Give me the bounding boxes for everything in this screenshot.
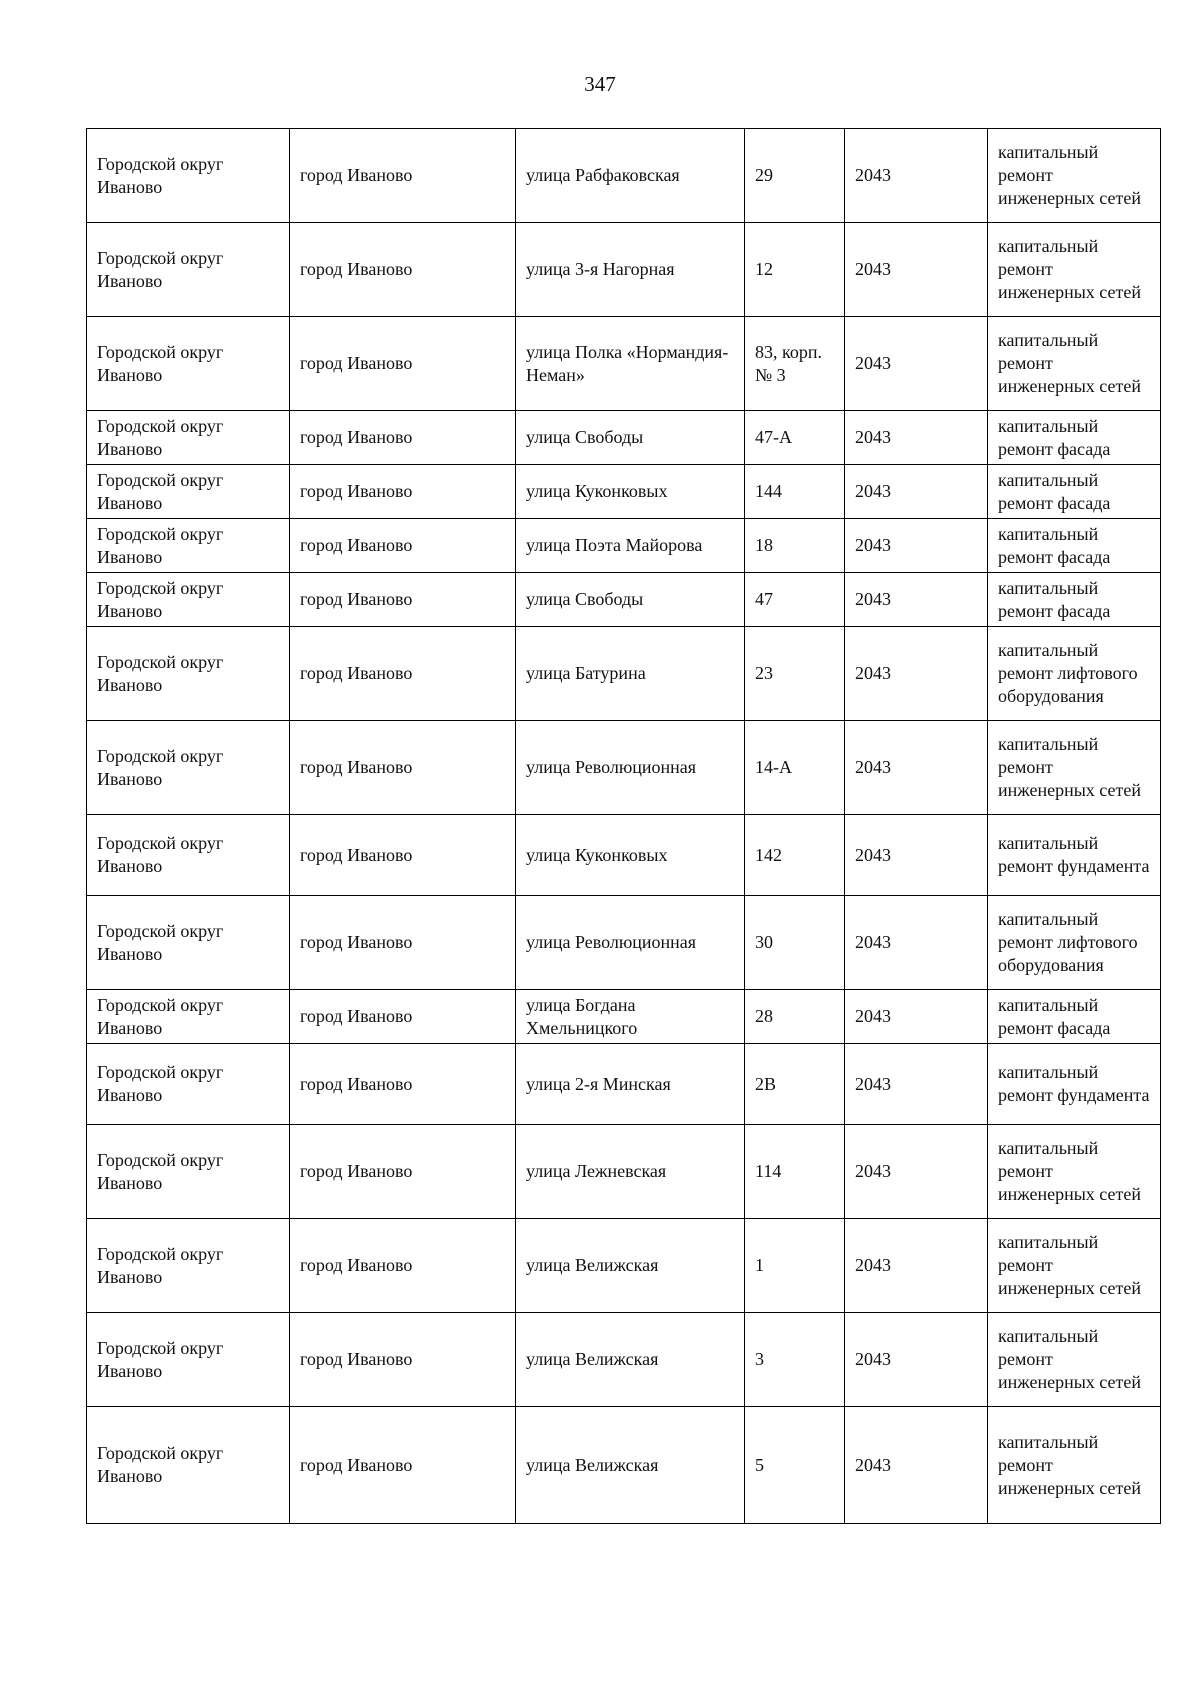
work-cell: капитальный ремонт фасада xyxy=(988,465,1161,519)
year-cell: 2043 xyxy=(845,1125,988,1219)
house-cell: 2В xyxy=(745,1044,845,1125)
street-cell: улица Богдана Хмельницкого xyxy=(516,990,745,1044)
house-cell: 23 xyxy=(745,627,845,721)
house-cell: 3 xyxy=(745,1313,845,1407)
district-cell: Городской округ Иваново xyxy=(87,1313,290,1407)
work-cell: капитальный ремонт инженерных сетей xyxy=(988,1407,1161,1524)
table-row xyxy=(87,1313,1161,1407)
work-cell: капитальный ремонт лифтового оборудования xyxy=(988,627,1161,721)
table-row xyxy=(87,129,1161,223)
district-cell: Городской округ Иваново xyxy=(87,573,290,627)
year-cell: 2043 xyxy=(845,896,988,990)
table-row xyxy=(87,317,1161,411)
street-cell: улица Рабфаковская xyxy=(516,129,745,223)
district-cell: Городской округ Иваново xyxy=(87,519,290,573)
street-cell: улица Свободы xyxy=(516,573,745,627)
repair-schedule-table xyxy=(86,128,1161,1524)
street-cell: улица Лежневская xyxy=(516,1125,745,1219)
street-cell: улица Революционная xyxy=(516,896,745,990)
work-cell: капитальный ремонт фасада xyxy=(988,411,1161,465)
work-cell: капитальный ремонт фасада xyxy=(988,573,1161,627)
work-cell: капитальный ремонт фасада xyxy=(988,990,1161,1044)
work-cell: капитальный ремонт лифтового оборудования xyxy=(988,896,1161,990)
year-cell: 2043 xyxy=(845,465,988,519)
city-cell: город Иваново xyxy=(290,1313,516,1407)
city-cell: город Иваново xyxy=(290,129,516,223)
year-cell: 2043 xyxy=(845,627,988,721)
house-cell: 144 xyxy=(745,465,845,519)
house-cell: 30 xyxy=(745,896,845,990)
district-cell: Городской округ Иваново xyxy=(87,465,290,519)
district-cell: Городской округ Иваново xyxy=(87,627,290,721)
table-row xyxy=(87,519,1161,573)
district-cell: Городской округ Иваново xyxy=(87,990,290,1044)
table-row xyxy=(87,990,1161,1044)
street-cell: улица Велижская xyxy=(516,1219,745,1313)
work-cell: капитальный ремонт инженерных сетей xyxy=(988,721,1161,815)
street-cell: улица Свободы xyxy=(516,411,745,465)
work-cell: капитальный ремонт фундамента xyxy=(988,1044,1161,1125)
year-cell: 2043 xyxy=(845,129,988,223)
year-cell: 2043 xyxy=(845,317,988,411)
house-cell: 47 xyxy=(745,573,845,627)
table-row xyxy=(87,1125,1161,1219)
house-cell: 14-А xyxy=(745,721,845,815)
work-cell: капитальный ремонт инженерных сетей xyxy=(988,1125,1161,1219)
year-cell: 2043 xyxy=(845,990,988,1044)
city-cell: город Иваново xyxy=(290,411,516,465)
page-number: 347 xyxy=(584,72,616,96)
work-cell: капитальный ремонт фундамента xyxy=(988,815,1161,896)
house-cell: 114 xyxy=(745,1125,845,1219)
table-row xyxy=(87,1219,1161,1313)
district-cell: Городской округ Иваново xyxy=(87,411,290,465)
year-cell: 2043 xyxy=(845,223,988,317)
street-cell: улица 3-я Нагорная xyxy=(516,223,745,317)
city-cell: город Иваново xyxy=(290,1125,516,1219)
city-cell: город Иваново xyxy=(290,1407,516,1524)
street-cell: улица Батурина xyxy=(516,627,745,721)
year-cell: 2043 xyxy=(845,1407,988,1524)
year-cell: 2043 xyxy=(845,1044,988,1125)
year-cell: 2043 xyxy=(845,1313,988,1407)
table-row xyxy=(87,627,1161,721)
work-cell: капитальный ремонт инженерных сетей xyxy=(988,129,1161,223)
year-cell: 2043 xyxy=(845,573,988,627)
district-cell: Городской округ Иваново xyxy=(87,721,290,815)
house-cell: 83, корп. № 3 xyxy=(745,317,845,411)
table-row xyxy=(87,1044,1161,1125)
year-cell: 2043 xyxy=(845,815,988,896)
street-cell: улица Велижская xyxy=(516,1407,745,1524)
district-cell: Городской округ Иваново xyxy=(87,815,290,896)
house-cell: 12 xyxy=(745,223,845,317)
city-cell: город Иваново xyxy=(290,317,516,411)
year-cell: 2043 xyxy=(845,721,988,815)
table-row xyxy=(87,465,1161,519)
street-cell: улица Велижская xyxy=(516,1313,745,1407)
work-cell: капитальный ремонт инженерных сетей xyxy=(988,223,1161,317)
city-cell: город Иваново xyxy=(290,519,516,573)
city-cell: город Иваново xyxy=(290,465,516,519)
district-cell: Городской округ Иваново xyxy=(87,896,290,990)
house-cell: 5 xyxy=(745,1407,845,1524)
work-cell: капитальный ремонт инженерных сетей xyxy=(988,1219,1161,1313)
year-cell: 2043 xyxy=(845,519,988,573)
table-row xyxy=(87,573,1161,627)
house-cell: 47-А xyxy=(745,411,845,465)
year-cell: 2043 xyxy=(845,1219,988,1313)
district-cell: Городской округ Иваново xyxy=(87,1125,290,1219)
table-row xyxy=(87,815,1161,896)
table-row xyxy=(87,896,1161,990)
house-cell: 1 xyxy=(745,1219,845,1313)
city-cell: город Иваново xyxy=(290,223,516,317)
city-cell: город Иваново xyxy=(290,896,516,990)
city-cell: город Иваново xyxy=(290,573,516,627)
street-cell: улица Куконковых xyxy=(516,465,745,519)
district-cell: Городской округ Иваново xyxy=(87,1044,290,1125)
table-row xyxy=(87,1407,1161,1524)
district-cell: Городской округ Иваново xyxy=(87,317,290,411)
city-cell: город Иваново xyxy=(290,990,516,1044)
table-row xyxy=(87,411,1161,465)
district-cell: Городской округ Иваново xyxy=(87,1219,290,1313)
street-cell: улица Куконковых xyxy=(516,815,745,896)
table-row xyxy=(87,721,1161,815)
street-cell: улица Поэта Майорова xyxy=(516,519,745,573)
work-cell: капитальный ремонт фасада xyxy=(988,519,1161,573)
street-cell: улица Полка «Нормандия-Неман» xyxy=(516,317,745,411)
house-cell: 18 xyxy=(745,519,845,573)
district-cell: Городской округ Иваново xyxy=(87,1407,290,1524)
table-row xyxy=(87,223,1161,317)
city-cell: город Иваново xyxy=(290,721,516,815)
house-cell: 28 xyxy=(745,990,845,1044)
house-cell: 29 xyxy=(745,129,845,223)
street-cell: улица Революционная xyxy=(516,721,745,815)
district-cell: Городской округ Иваново xyxy=(87,223,290,317)
city-cell: город Иваново xyxy=(290,815,516,896)
city-cell: город Иваново xyxy=(290,1044,516,1125)
city-cell: город Иваново xyxy=(290,1219,516,1313)
work-cell: капитальный ремонт инженерных сетей xyxy=(988,1313,1161,1407)
city-cell: город Иваново xyxy=(290,627,516,721)
street-cell: улица 2-я Минская xyxy=(516,1044,745,1125)
house-cell: 142 xyxy=(745,815,845,896)
year-cell: 2043 xyxy=(845,411,988,465)
work-cell: капитальный ремонт инженерных сетей xyxy=(988,317,1161,411)
district-cell: Городской округ Иваново xyxy=(87,129,290,223)
